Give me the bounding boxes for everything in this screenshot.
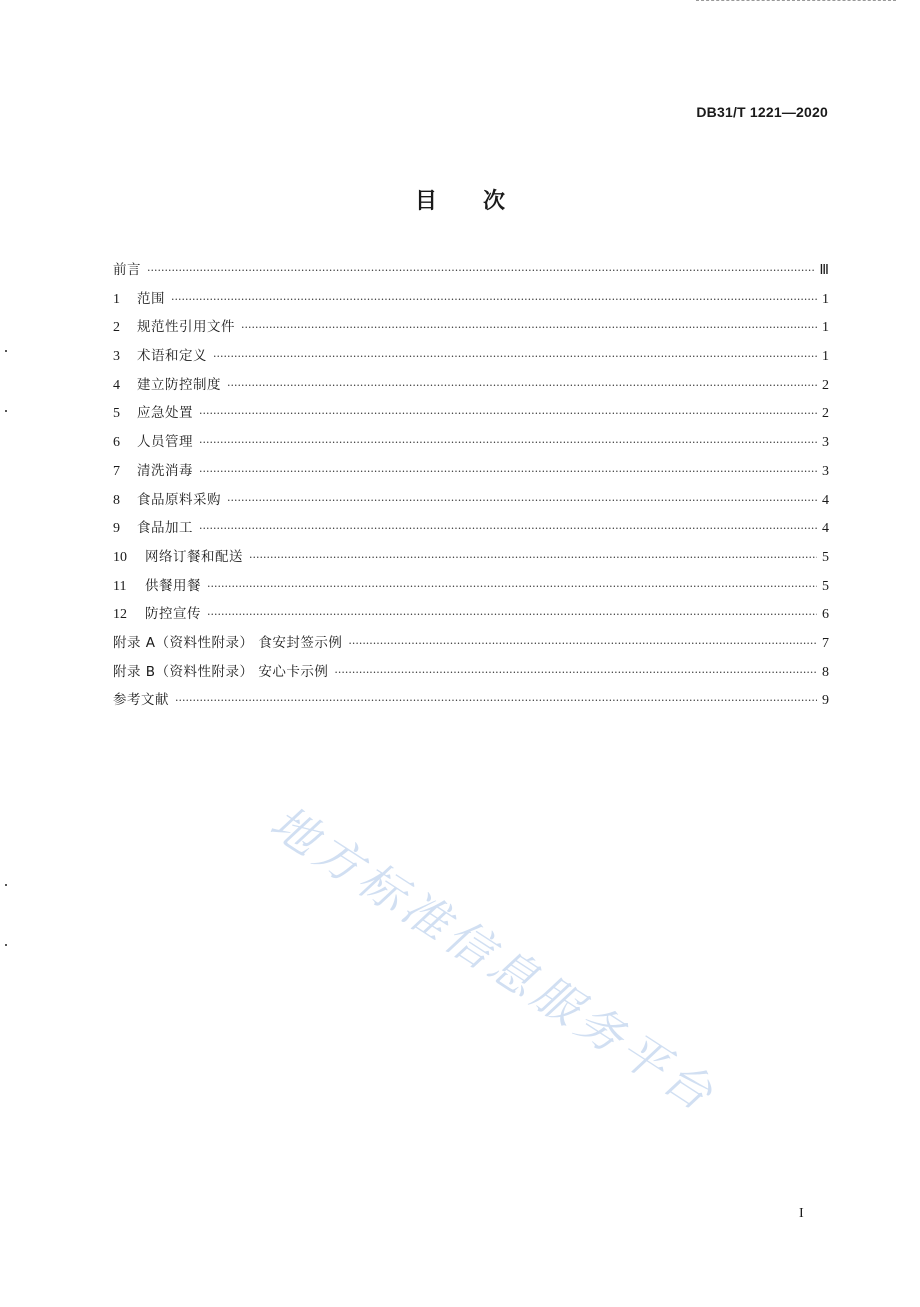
page-title: 目次 bbox=[414, 189, 551, 214]
toc-entry-number: 12 bbox=[113, 607, 127, 623]
toc-leader-dots bbox=[207, 580, 817, 593]
toc-leader-dots bbox=[147, 264, 815, 277]
toc-entry-page: 4 bbox=[822, 492, 829, 508]
toc-leader-dots bbox=[227, 494, 817, 507]
toc-leader-dots bbox=[213, 350, 817, 363]
toc-entry[interactable] bbox=[113, 258, 829, 287]
toc-entry-page: 1 bbox=[822, 320, 829, 336]
toc-entry-page: 3 bbox=[822, 435, 829, 451]
toc-entry-page: Ⅲ bbox=[819, 263, 829, 278]
toc-leader-dots bbox=[199, 522, 817, 535]
toc-entry-page: 1 bbox=[822, 291, 829, 307]
watermark: 地方标准信息服务平台 bbox=[261, 794, 727, 1124]
toc-entry[interactable] bbox=[113, 631, 829, 660]
toc-entry-page: 1 bbox=[822, 349, 829, 365]
toc-entry-title: 规范性引用文件 bbox=[137, 319, 235, 336]
toc-entry[interactable] bbox=[113, 516, 829, 545]
toc-entry-number: 7 bbox=[113, 463, 120, 479]
toc-entry-title: 前言 bbox=[113, 262, 141, 278]
toc-entry[interactable] bbox=[113, 545, 829, 574]
toc-entry[interactable] bbox=[113, 574, 829, 603]
toc-entry-number: 2 bbox=[113, 320, 120, 336]
toc-entry-number: 1 bbox=[113, 291, 120, 307]
table-of-contents bbox=[113, 258, 829, 717]
toc-entry-page: 9 bbox=[822, 693, 829, 709]
toc-leader-dots bbox=[334, 666, 817, 679]
toc-leader-dots bbox=[348, 637, 817, 650]
toc-entry-title: 食品原料采购 bbox=[137, 491, 221, 508]
toc-entry-title: 建立防控制度 bbox=[137, 376, 221, 393]
toc-leader-dots bbox=[199, 465, 817, 478]
toc-entry-number: 8 bbox=[113, 492, 120, 508]
toc-entry[interactable] bbox=[113, 315, 829, 344]
toc-entry-number: 11 bbox=[113, 578, 127, 594]
toc-entry-page: 3 bbox=[822, 463, 829, 479]
toc-entry-title: 范围 bbox=[137, 290, 165, 307]
toc-leader-dots bbox=[241, 321, 817, 334]
toc-leader-dots bbox=[175, 694, 817, 707]
toc-entry-page: 4 bbox=[822, 521, 829, 537]
toc-entry-page: 8 bbox=[822, 664, 829, 680]
toc-entry-number: 6 bbox=[113, 435, 120, 451]
toc-entry[interactable] bbox=[113, 688, 829, 717]
toc-entry-page: 2 bbox=[822, 406, 829, 422]
toc-entry-title: 术语和定义 bbox=[137, 348, 207, 365]
toc-entry-title: 参考文献 bbox=[113, 692, 169, 709]
toc-entry[interactable] bbox=[113, 344, 829, 373]
toc-entry-number: 10 bbox=[113, 549, 127, 565]
toc-entry-title: 清洗消毒 bbox=[137, 462, 193, 479]
scan-speck bbox=[5, 884, 7, 886]
toc-entry-title: 附录 B（资料性附录） 安心卡示例 bbox=[113, 663, 329, 680]
toc-entry-number: 9 bbox=[113, 521, 120, 537]
page-number: I bbox=[799, 1206, 804, 1221]
toc-entry-page: 5 bbox=[822, 578, 829, 594]
toc-entry-title: 应急处置 bbox=[137, 405, 193, 422]
toc-entry-title: 附录 A（资料性附录） 食安封签示例 bbox=[113, 634, 343, 651]
toc-leader-dots bbox=[227, 379, 817, 392]
toc-entry[interactable] bbox=[113, 602, 829, 631]
toc-leader-dots bbox=[249, 551, 817, 564]
toc-leader-dots bbox=[207, 608, 817, 621]
toc-entry[interactable] bbox=[113, 287, 829, 316]
scan-edge-line bbox=[696, 0, 896, 2]
toc-entry-page: 7 bbox=[822, 635, 829, 651]
toc-entry-number: 5 bbox=[113, 406, 120, 422]
document-code: DB31/T 1221—2020 bbox=[696, 104, 828, 120]
toc-entry[interactable] bbox=[113, 459, 829, 488]
toc-entry-title: 供餐用餐 bbox=[145, 577, 201, 594]
toc-entry[interactable] bbox=[113, 488, 829, 517]
toc-entry-title: 网络订餐和配送 bbox=[145, 548, 243, 565]
toc-entry-number: 4 bbox=[113, 377, 120, 393]
toc-leader-dots bbox=[199, 407, 817, 420]
toc-entry-page: 2 bbox=[822, 377, 829, 393]
toc-entry-title: 人员管理 bbox=[137, 434, 193, 451]
scan-speck bbox=[5, 350, 7, 352]
toc-entry-number: 3 bbox=[113, 349, 120, 365]
toc-leader-dots bbox=[171, 293, 817, 306]
toc-entry[interactable] bbox=[113, 430, 829, 459]
scan-speck bbox=[5, 944, 7, 946]
toc-entry-page: 6 bbox=[822, 607, 829, 623]
toc-entry[interactable] bbox=[113, 401, 829, 430]
scan-speck bbox=[5, 410, 7, 412]
toc-entry-page: 5 bbox=[822, 549, 829, 565]
toc-leader-dots bbox=[199, 436, 817, 449]
toc-entry-title: 食品加工 bbox=[137, 520, 193, 537]
toc-entry-title: 防控宣传 bbox=[145, 606, 201, 623]
toc-entry[interactable] bbox=[113, 373, 829, 402]
toc-entry[interactable] bbox=[113, 660, 829, 689]
